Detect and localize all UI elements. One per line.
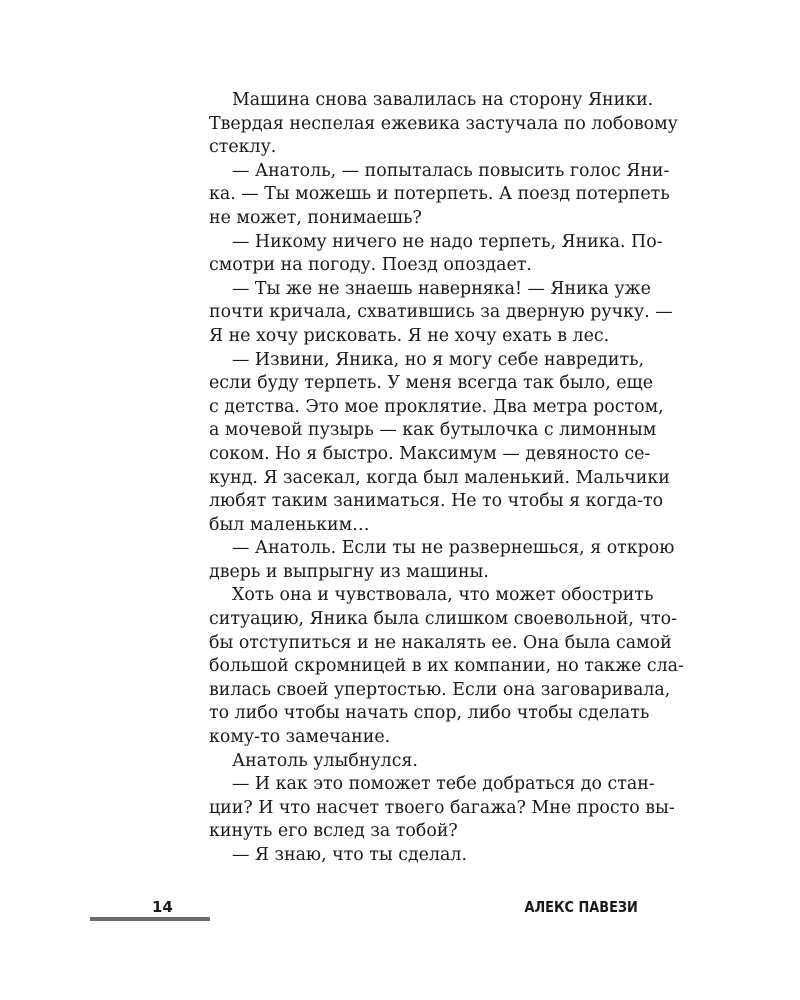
text-line: вилась своей упертостью. Если она заговаривала, xyxy=(209,679,671,700)
text-line: то либо чтобы начать спор, либо чтобы сделать xyxy=(209,703,650,724)
running-footer-author: АЛЕКС ПАВЕЗИ xyxy=(524,898,638,916)
text-line: был маленьким… xyxy=(209,514,370,535)
page-number: 14 xyxy=(152,898,173,916)
text-line: — Никому ничего не надо терпеть, Яника. По- xyxy=(232,231,663,252)
text-line: Хоть она и чувствовала, что может обострить xyxy=(232,585,654,606)
footer-rule xyxy=(90,917,210,921)
text-line: — Анатоль, — попыталась повысить голос Яни- xyxy=(232,160,670,181)
text-line: большой скромницей в их компании, но также сла- xyxy=(209,656,684,677)
text-line: любят таким заниматься. Не то чтобы я когда-то xyxy=(209,491,664,512)
text-line: — Ты же не знаешь наверняка! — Яника уже xyxy=(232,278,651,299)
text-line: Анатоль улыбнулся. xyxy=(232,750,418,771)
text-line: а мочевой пузырь — как бутылочка с лимонным xyxy=(209,420,657,441)
text-line: — Извини, Яника, но я могу себе навредить, xyxy=(232,349,645,370)
text-line: соком. Но я быстро. Максимум — девяносто се- xyxy=(209,443,651,464)
text-line: смотри на погоду. Поезд опоздает. xyxy=(209,255,532,276)
text-line: почти кричала, схватившись за дверную ручку. — xyxy=(209,302,673,323)
text-line: Я не хочу рисковать. Я не хочу ехать в лес. xyxy=(209,325,610,346)
text-line: с детства. Это мое проклятие. Два метра ростом, xyxy=(209,396,664,417)
text-line: кунд. Я засекал, когда был маленький. Мальчики xyxy=(209,467,670,488)
text-line: ситуацию, Яника была слишком своевольной, что- xyxy=(209,609,677,630)
text-line: дверь и выпрыгну из машины. xyxy=(209,561,489,582)
text-line: — Я знаю, что ты сделал. xyxy=(232,845,467,865)
text-line: — И как это поможет тебе добраться до стан- xyxy=(232,774,655,795)
text-line: ка. — Ты можешь и потерпеть. А поезд потерпеть xyxy=(209,184,670,205)
body-text xyxy=(209,89,684,868)
text-line: кинуть его вслед за тобой? xyxy=(209,821,458,842)
text-line: бы отступиться и не накалять ее. Она была самой xyxy=(209,632,672,653)
text-line: Твердая неспелая ежевика застучала по лобовому xyxy=(209,113,678,134)
text-line: если буду терпеть. У меня всегда так было, еще xyxy=(209,373,654,394)
text-line: Машина снова завалилась на сторону Яники. xyxy=(232,90,654,110)
text-line: — Анатоль. Если ты не развернешься, я открою xyxy=(232,538,675,559)
text-line: ции? И что насчет твоего багажа? Мне просто вы- xyxy=(209,797,675,818)
text-line: не может, понимаешь? xyxy=(209,207,422,228)
text-line: стеклу. xyxy=(209,137,277,158)
text-line: кому-то замечание. xyxy=(209,727,391,748)
